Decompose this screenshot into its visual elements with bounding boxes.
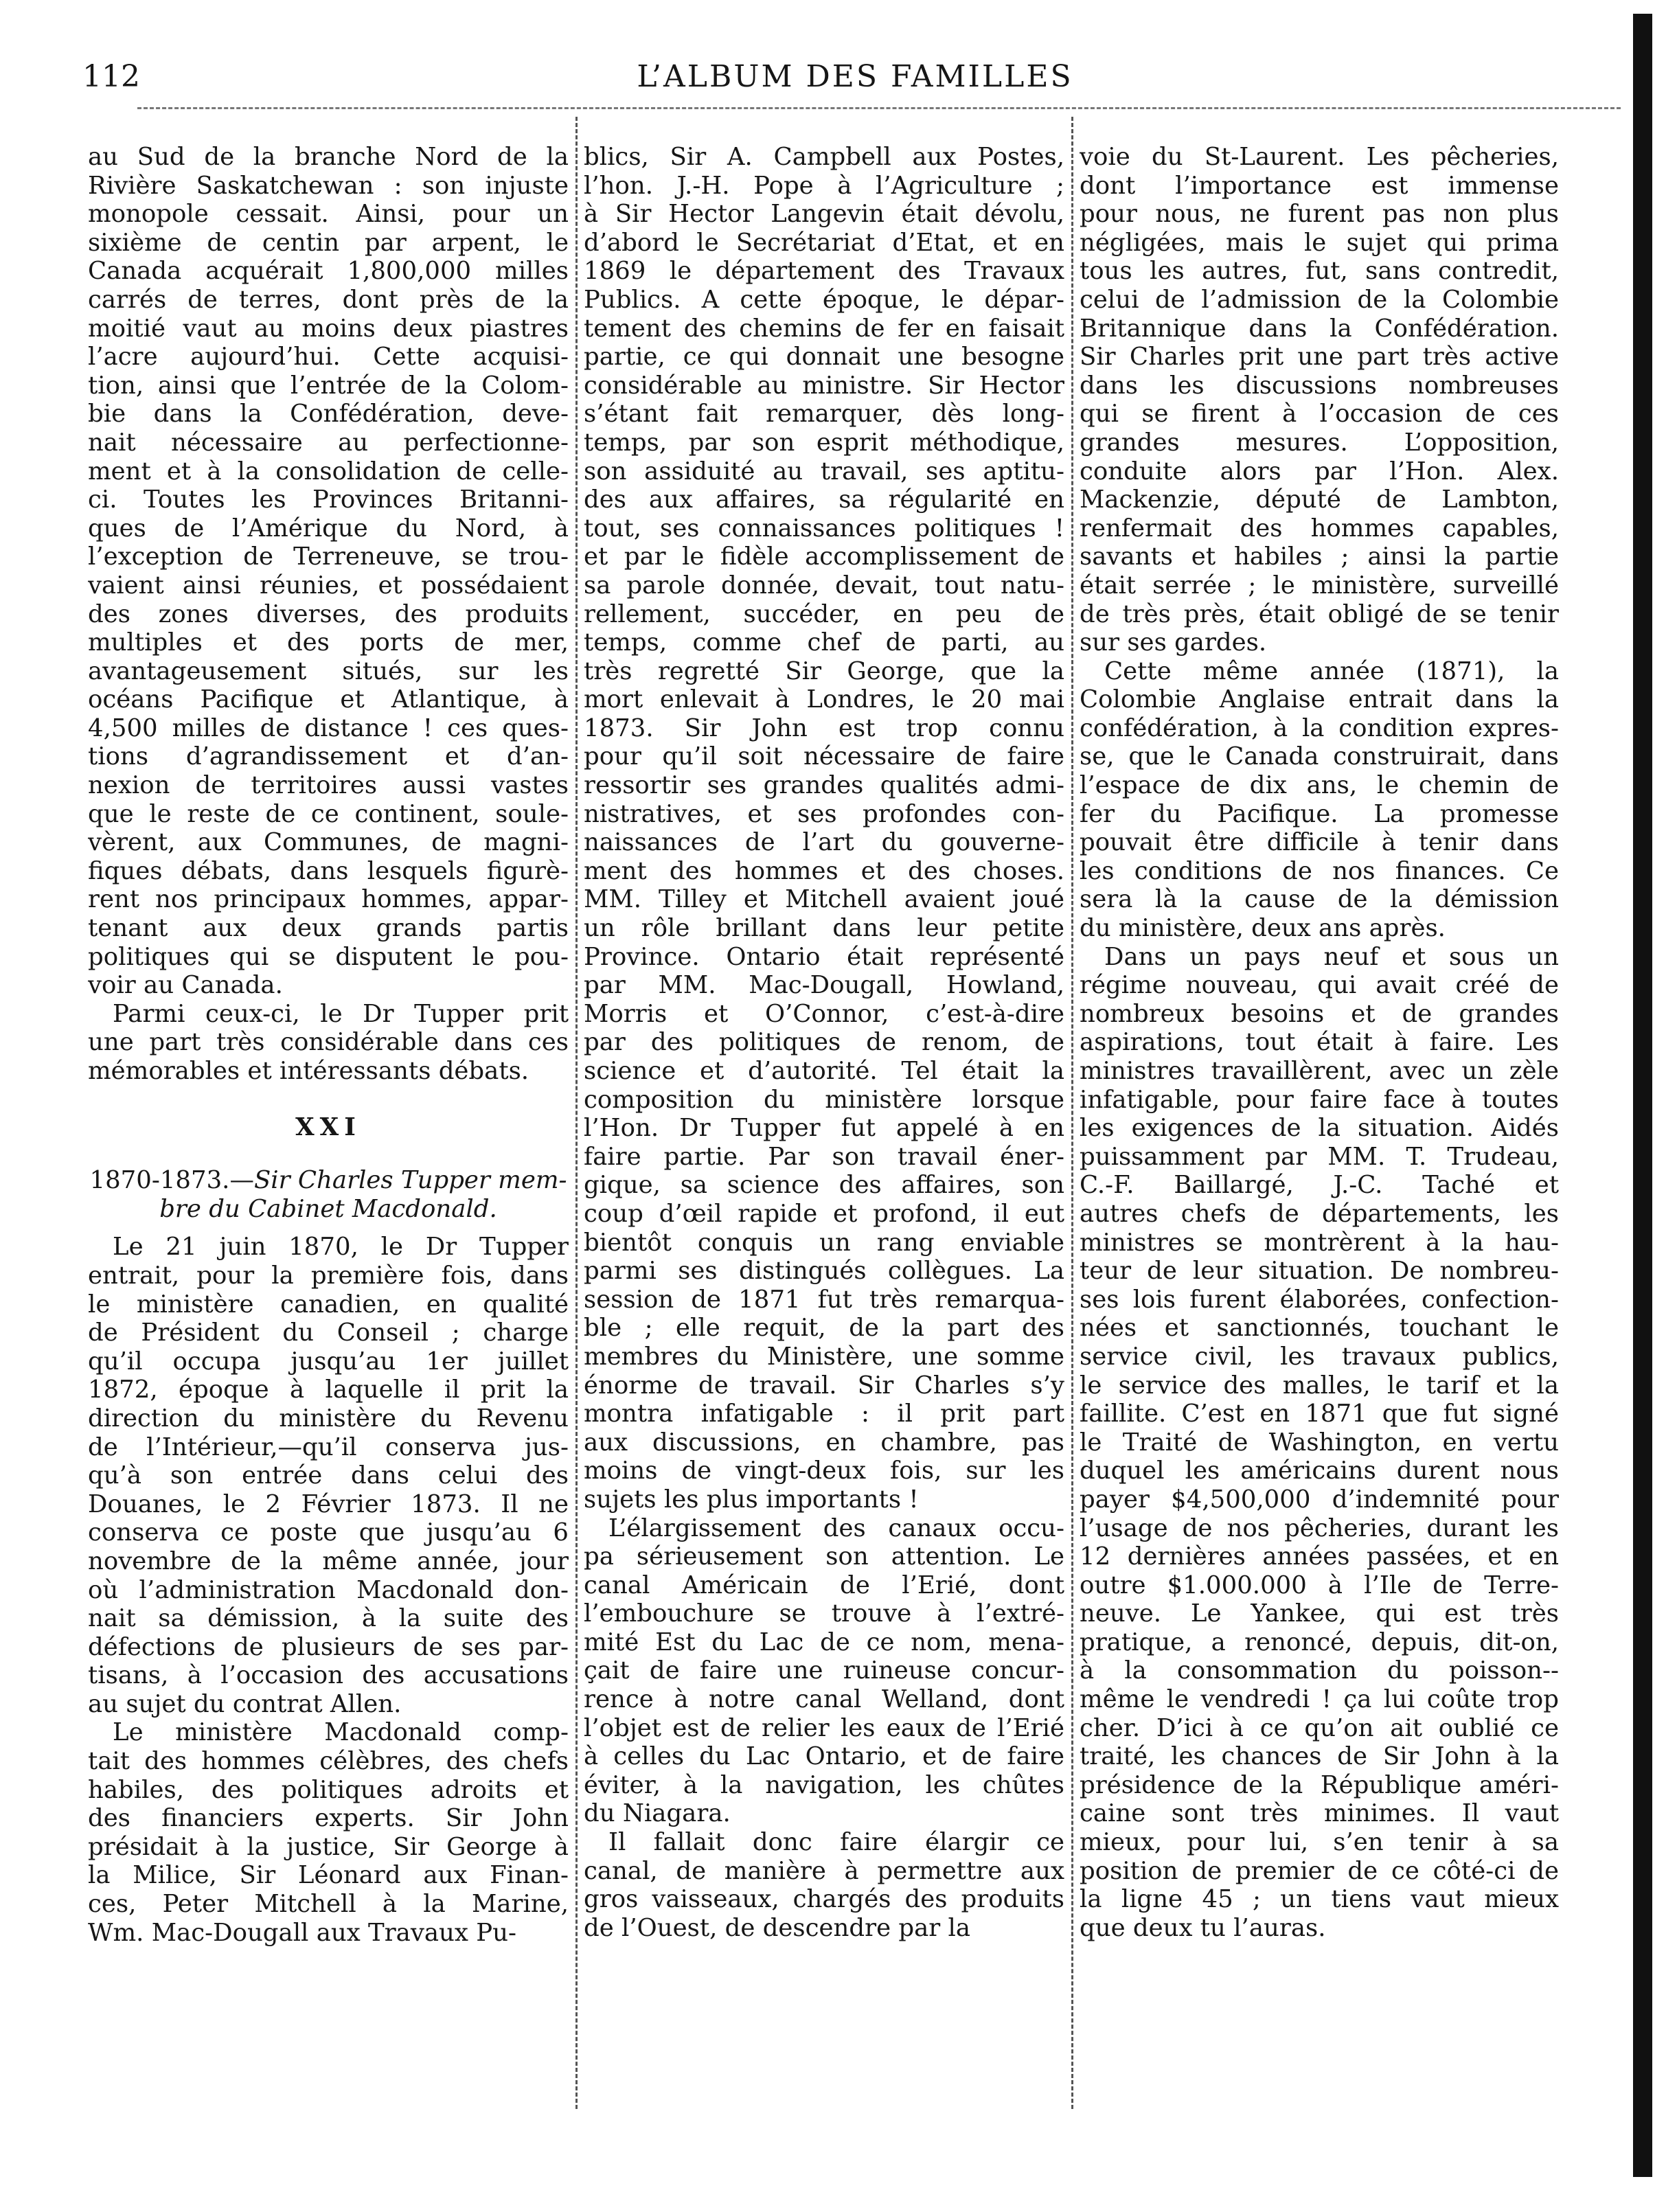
text-line: éviter, à la navigation, les chûtes: [584, 1770, 1064, 1799]
text-line: ques de l’Amérique du Nord, à: [88, 514, 569, 543]
text-line: autres chefs de départements, les: [1080, 1199, 1559, 1228]
text-line: par MM. Mac-Dougall, Howland,: [584, 971, 1064, 1000]
text-line: novembre de la même année, jour: [88, 1547, 569, 1575]
text-line: infatigable, pour faire face à toutes: [1080, 1085, 1559, 1114]
text-line: pour nous, ne furent pas non plus: [1080, 200, 1559, 229]
text-line: faillite. C’est en 1871 que fut signé: [1080, 1400, 1559, 1428]
text-line: et par le fidèle accomplissement de: [584, 543, 1064, 571]
text-line: tenant aux deux grands partis: [88, 914, 569, 943]
text-line: habiles, des politiques adroits et: [88, 1775, 569, 1804]
text-line: avantageusement situés, sur les: [88, 657, 569, 685]
text-line: le ministère canadien, en qualité: [88, 1290, 569, 1319]
text-line: C.-F. Baillargé, J.-C. Taché et: [1080, 1171, 1559, 1200]
text-line: énorme de travail. Sir Charles s’y: [584, 1371, 1064, 1400]
text-line: renfermait des hommes capables,: [1080, 514, 1559, 543]
text-line: conduite alors par l’Hon. Alex.: [1080, 457, 1559, 486]
text-line: monopole cessait. Ainsi, pour un: [88, 200, 569, 229]
text-line: voie du St-Laurent. Les pêcheries,: [1080, 143, 1559, 171]
text-line: par des politiques de renom, de: [584, 1028, 1064, 1057]
text-line: mité Est du Lac de ce nom, mena-: [584, 1628, 1064, 1656]
text-line: le Traité de Washington, en vertu: [1080, 1428, 1559, 1457]
text-line: sixième de centin par arpent, le: [88, 228, 569, 257]
page-number: 112: [82, 59, 140, 94]
text-line: de l’Intérieur,—qu’il conserva jus-: [88, 1433, 569, 1461]
text-line: rent nos principaux hommes, appar-: [88, 885, 569, 914]
text-line: qui se firent à l’occasion de ces: [1080, 400, 1559, 429]
column-rule-1: [575, 117, 578, 2109]
text-line: tait des hommes célèbres, des chefs: [88, 1747, 569, 1776]
text-line: puissamment par MM. T. Trudeau,: [1080, 1142, 1559, 1171]
text-line: des financiers experts. Sir John: [88, 1804, 569, 1833]
text-line: Le ministère Macdonald comp-: [113, 1718, 569, 1747]
text-line: se, que le Canada construirait, dans: [1080, 742, 1559, 771]
text-line: l’embouchure se trouve à l’extré-: [584, 1599, 1064, 1628]
text-line: de très près, était obligé de se tenir: [1080, 600, 1559, 628]
text-line: tement des chemins de fer en faisait: [584, 314, 1064, 343]
text-line: politiques qui se disputent le pou-: [88, 942, 569, 971]
text-line: négligées, mais le sujet qui prima: [1080, 228, 1559, 257]
text-line: Dans un pays neuf et sous un: [1104, 942, 1559, 971]
text-line: nées et sanctionnés, touchant le: [1080, 1314, 1559, 1343]
text-line: çait de faire une ruineuse concur-: [584, 1656, 1064, 1685]
text-line: présidait à la justice, Sir George à: [88, 1832, 569, 1861]
text-line: montra infatigable : il prit part: [584, 1400, 1064, 1428]
text-line: voir au Canada.: [88, 971, 283, 1000]
text-line: sur ses gardes.: [1080, 628, 1267, 657]
text-line: au sujet du contrat Allen.: [88, 1689, 402, 1718]
text-line: nistratives, et ses profondes con-: [584, 799, 1064, 828]
text-line: 1872, époque à laquelle il prit la: [88, 1376, 569, 1404]
column-rule-2: [1071, 117, 1073, 2109]
text-line: ses lois furent élaborées, confection-: [1080, 1285, 1559, 1314]
section-title-line-1: Sir Charles Tupper mem-: [253, 1166, 567, 1195]
text-line: session de 1871 fut très remarqua-: [584, 1285, 1064, 1314]
text-line: d’abord le Secrétariat d’Etat, et en: [584, 228, 1064, 257]
text-line: pratique, a renoncé, depuis, dit-on,: [1080, 1628, 1559, 1656]
text-line: Le 21 juin 1870, le Dr Tupper: [113, 1233, 569, 1262]
text-line: bientôt conquis un rang enviable: [584, 1228, 1064, 1257]
text-line: nait nécessaire au perfectionne-: [88, 428, 569, 457]
text-line: Wm. Mac-Dougall aux Travaux Pu-: [88, 1918, 516, 1947]
text-line: l’hon. J.-H. Pope à l’Agriculture ;: [584, 171, 1064, 200]
text-line: carrés de terres, dont près de la: [88, 285, 569, 314]
text-line: traité, les chances de Sir John à la: [1080, 1742, 1559, 1771]
text-line: entrait, pour la première fois, dans: [88, 1261, 569, 1290]
text-line: l’usage de nos pêcheries, durant les: [1080, 1514, 1559, 1542]
page-edge-bar: [1633, 14, 1652, 2177]
text-line: vèrent, aux Communes, de magni-: [88, 828, 569, 857]
text-line: les conditions de nos finances. Ce: [1080, 856, 1559, 885]
text-line: L’élargissement des canaux occu-: [608, 1514, 1064, 1542]
text-line: s’étant fait remarquer, dès long-: [584, 400, 1064, 429]
text-line: blics, Sir A. Campbell aux Postes,: [584, 143, 1064, 171]
text-line: multiples et des ports de mer,: [88, 628, 569, 657]
column-1: [88, 143, 569, 2171]
text-line: dont l’importance est immense: [1080, 171, 1559, 200]
text-line: savants et habiles ; ainsi la partie: [1080, 543, 1559, 571]
text-line: que deux tu l’auras.: [1080, 1913, 1326, 1942]
text-line: ment et à la consolidation de celle-: [88, 457, 569, 486]
text-line: qu’à son entrée dans celui des: [88, 1461, 569, 1490]
section-date: 1870-1873.—: [89, 1166, 254, 1195]
text-line: Il fallait donc faire élargir ce: [608, 1828, 1064, 1857]
text-line: grandes mesures. L’opposition,: [1080, 428, 1559, 457]
text-line: l’espace de dix ans, le chemin de: [1080, 771, 1559, 800]
text-line: l’objet est de relier les eaux de l’Erié: [584, 1713, 1064, 1742]
text-line: ment des hommes et des choses.: [584, 856, 1064, 885]
text-line: mort enlevait à Londres, le 20 mai: [584, 685, 1064, 714]
text-line: de Président du Conseil ; charge: [88, 1319, 569, 1347]
text-line: ressortir ses grandes qualités admi-: [584, 771, 1064, 800]
text-line: Canada acquérait 1,800,000 milles: [88, 257, 569, 286]
text-line: ces, Peter Mitchell à la Marine,: [88, 1890, 569, 1919]
text-line: confédération, à la condition expres-: [1080, 714, 1559, 742]
text-line: nexion de territoires aussi vastes: [88, 771, 569, 800]
text-line: les exigences de la situation. Aidés: [1080, 1114, 1559, 1143]
text-line: 4,500 milles de distance ! ces ques-: [88, 714, 569, 742]
text-line: caine sont très minimes. Il vaut: [1080, 1799, 1559, 1828]
text-line: canal, de manière à permettre aux: [584, 1856, 1064, 1885]
text-line: 1873. Sir John est trop connu: [584, 714, 1064, 742]
text-line: Mackenzie, député de Lambton,: [1080, 486, 1559, 514]
text-line: gros vaisseaux, chargés des produits: [584, 1885, 1064, 1914]
text-line: moitié vaut au moins deux piastres: [88, 314, 569, 343]
text-line: que le reste de ce continent, soule-: [88, 799, 569, 828]
text-line: des zones diverses, des produits: [88, 600, 569, 628]
text-line: faire partie. Par son travail éner-: [584, 1142, 1064, 1171]
text-line: naissances de l’art du gouverne-: [584, 828, 1064, 857]
text-line: partie, ce qui donnait une besogne: [584, 343, 1064, 372]
column-3: [1080, 143, 1559, 2171]
text-line: de l’Ouest, de descendre par la: [584, 1913, 971, 1942]
text-line: 1869 le département des Travaux: [584, 257, 1064, 286]
text-line: Morris et O’Connor, c’est-à-dire: [584, 999, 1064, 1028]
text-line: le service des malles, le tarif et la: [1080, 1371, 1559, 1400]
text-line: pouvait être difficile à tenir dans: [1080, 828, 1559, 857]
text-line: membres du Ministère, une somme: [584, 1342, 1064, 1371]
text-line: Colombie Anglaise entrait dans la: [1080, 685, 1559, 714]
text-line: 12 dernières années passées, et en: [1080, 1542, 1559, 1571]
text-line: Cette même année (1871), la: [1104, 657, 1559, 685]
text-line: au Sud de la branche Nord de la: [88, 143, 569, 171]
text-line: teur de leur situation. De nombreu-: [1080, 1257, 1559, 1286]
text-line: défections de plusieurs de ses par-: [88, 1632, 569, 1661]
text-line: Publics. A cette époque, le dépar-: [584, 285, 1064, 314]
text-line: canal Américain de l’Erié, dont: [584, 1571, 1064, 1599]
text-line: neuve. Le Yankee, qui est très: [1080, 1599, 1559, 1628]
text-line: à Sir Hector Langevin était dévolu,: [584, 200, 1064, 229]
text-line: temps, comme chef de parti, au: [584, 628, 1064, 657]
text-line: nait sa démission, à la suite des: [88, 1604, 569, 1633]
section-title: [88, 1166, 569, 1223]
text-line: qu’il occupa jusqu’au 1er juillet: [88, 1347, 569, 1376]
text-line: la ligne 45 ; un tiens vaut mieux: [1080, 1885, 1559, 1914]
text-line: océans Pacifique et Atlantique, à: [88, 685, 569, 714]
text-line: à la consommation du poisson--: [1080, 1656, 1559, 1685]
text-line: même le vendredi ! ça lui coûte trop: [1080, 1685, 1559, 1714]
text-line: Britannique dans la Confédération.: [1080, 314, 1559, 343]
text-line: bie dans la Confédération, deve-: [88, 400, 569, 429]
text-line: pa sérieusement son attention. Le: [584, 1542, 1064, 1571]
text-line: régime nouveau, qui avait créé de: [1080, 971, 1559, 1000]
text-line: sujets les plus importants !: [584, 1485, 919, 1514]
text-line: outre $1.000.000 à l’Ile de Terre-: [1080, 1571, 1559, 1599]
text-line: Province. Ontario était représenté: [584, 942, 1064, 971]
text-line: fer du Pacifique. La promesse: [1080, 799, 1559, 828]
text-line: direction du ministère du Revenu: [88, 1404, 569, 1433]
text-line: ble ; elle requit, de la part des: [584, 1314, 1064, 1343]
text-line: fiques débats, dans lesquels figurè-: [88, 856, 569, 885]
text-line: temps, par son esprit méthodique,: [584, 428, 1064, 457]
text-line: ministres travaillèrent, avec un zèle: [1080, 1057, 1559, 1085]
text-line: science et d’autorité. Tel était la: [584, 1057, 1064, 1085]
text-line: service civil, les travaux publics,: [1080, 1342, 1559, 1371]
text-line: cher. D’ici à ce qu’on ait oublié ce: [1080, 1713, 1559, 1742]
text-line: celui de l’admission de la Colombie: [1080, 285, 1559, 314]
text-line: une part très considérable dans ces: [88, 1028, 569, 1057]
text-line: Sir Charles prit une part très active: [1080, 343, 1559, 372]
column-2: [584, 143, 1064, 2171]
text-line: duquel les américains durent nous: [1080, 1457, 1559, 1485]
text-line: parmi ses distingués collègues. La: [584, 1257, 1064, 1286]
section-title-line-2: bre du Cabinet Macdonald.: [159, 1194, 497, 1223]
header-rule: [137, 107, 1621, 109]
text-line: position de premier de ce côté-ci de: [1080, 1856, 1559, 1885]
text-line: pour qu’il soit nécessaire de faire: [584, 742, 1064, 771]
text-line: MM. Tilley et Mitchell avaient joué: [584, 885, 1064, 914]
text-line: rence à notre canal Welland, dont: [584, 1685, 1064, 1714]
text-line: sera là la cause de la démission: [1080, 885, 1559, 914]
section-number: XXI: [295, 1113, 361, 1141]
text-line: considérable au ministre. Sir Hector: [584, 371, 1064, 400]
text-line: sa parole donnée, devait, tout natu-: [584, 571, 1064, 600]
text-line: composition du ministère lorsque: [584, 1085, 1064, 1114]
text-line: coup d’œil rapide et profond, il eut: [584, 1199, 1064, 1228]
text-line: l’exception de Terreneuve, se trou-: [88, 543, 569, 571]
text-line: tisans, à l’occasion des accusations: [88, 1661, 569, 1690]
text-line: tions d’agrandissement et d’an-: [88, 742, 569, 771]
text-line: vaient ainsi réunies, et possédaient: [88, 571, 569, 600]
text-line: la Milice, Sir Léonard aux Finan-: [88, 1861, 569, 1890]
text-line: Douanes, le 2 Février 1873. Il ne: [88, 1490, 569, 1518]
text-line: conserva ce poste que jusqu’au 6: [88, 1518, 569, 1547]
text-line: du Niagara.: [584, 1799, 731, 1828]
text-line: tous les autres, fut, sans contredit,: [1080, 257, 1559, 286]
text-line: un rôle brillant dans leur petite: [584, 914, 1064, 943]
text-line: dans les discussions nombreuses: [1080, 371, 1559, 400]
text-line: tion, ainsi que l’entrée de la Colom-: [88, 371, 569, 400]
text-line: aux discussions, en chambre, pas: [584, 1428, 1064, 1457]
text-line: gique, sa science des affaires, son: [584, 1171, 1064, 1200]
text-line: tout, ses connaissances politiques !: [584, 514, 1064, 543]
text-line: son assiduité au travail, ses aptitu-: [584, 457, 1064, 486]
text-line: l’Hon. Dr Tupper fut appelé à en: [584, 1114, 1064, 1143]
running-title: L’ALBUM DES FAMILLES: [637, 59, 1073, 94]
text-line: où l’administration Macdonald don-: [88, 1575, 569, 1604]
text-line: du ministère, deux ans après.: [1080, 914, 1446, 943]
text-line: moins de vingt-deux fois, sur les: [584, 1457, 1064, 1485]
text-line: ci. Toutes les Provinces Britanni-: [88, 486, 569, 514]
text-line: à celles du Lac Ontario, et de faire: [584, 1742, 1064, 1771]
text-line: payer $4,500,000 d’indemnité pour: [1080, 1485, 1559, 1514]
text-line: était serrée ; le ministère, surveillé: [1080, 571, 1559, 600]
text-line: mieux, pour lui, s’en tenir à sa: [1080, 1828, 1559, 1857]
text-line: aspirations, tout était à faire. Les: [1080, 1028, 1559, 1057]
text-line: des aux affaires, sa régularité en: [584, 486, 1064, 514]
text-line: mémorables et intéressants débats.: [88, 1057, 529, 1085]
page-header: [82, 59, 1628, 107]
text-line: Parmi ceux-ci, le Dr Tupper prit: [113, 999, 569, 1028]
text-line: ministres se montrèrent à la hau-: [1080, 1228, 1559, 1257]
text-line: l’acre aujourd’hui. Cette acquisi-: [88, 343, 569, 372]
text-line: nombreux besoins et de grandes: [1080, 999, 1559, 1028]
text-line: très regretté Sir George, que la: [584, 657, 1064, 685]
text-line: Rivière Saskatchewan : son injuste: [88, 171, 569, 200]
text-line: présidence de la République améri-: [1080, 1770, 1559, 1799]
text-line: rellement, succéder, en peu de: [584, 600, 1064, 628]
